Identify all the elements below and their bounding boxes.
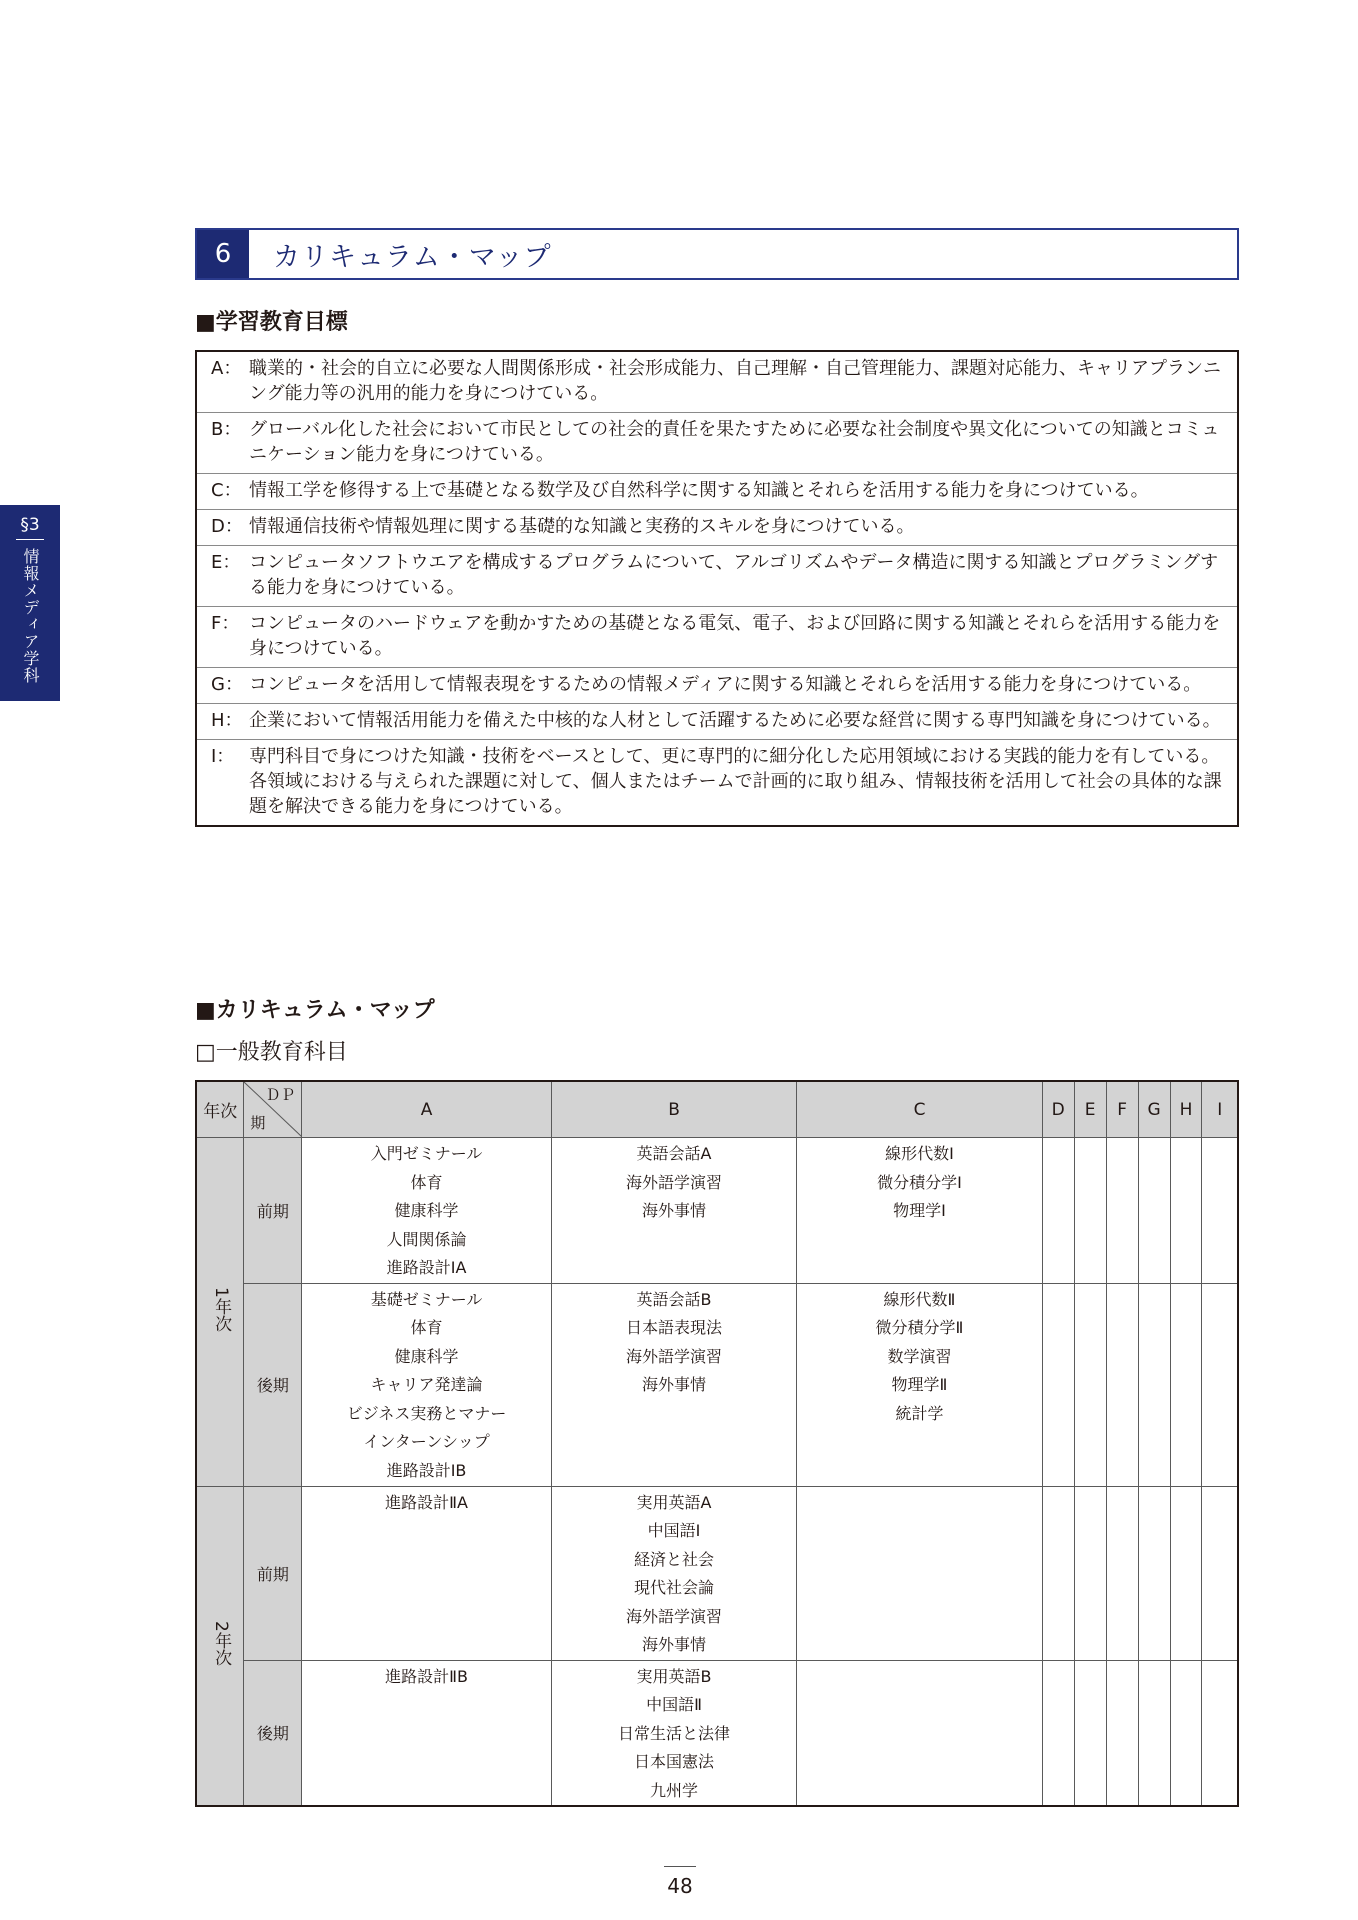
course-name: 入門ゼミナール [370, 1144, 483, 1163]
corner-dp: ＤＰ [265, 1086, 296, 1104]
empty-cell-F [1106, 1138, 1138, 1284]
empty-cell-E [1074, 1660, 1106, 1806]
goal-key: E： [211, 552, 241, 573]
course-name: 数学演習 [887, 1346, 952, 1366]
goal-text: グローバル化した社会において市民としての社会的責任を果たすために必要な社会制度や異文化についての知識とコミュニケーション能力を身につけている。 [249, 419, 1220, 465]
side-tab-section: §3 [16, 515, 44, 540]
col-header-E: E [1074, 1081, 1106, 1138]
course-name: 海外語学演習 [626, 1346, 723, 1366]
goal-key: G： [211, 674, 243, 695]
course-name: 進路設計ⅠB [386, 1460, 467, 1480]
course-name: キャリア発達論 [370, 1375, 483, 1394]
table-header-row [196, 1081, 1238, 1138]
empty-cell-H [1170, 1660, 1202, 1806]
course-cell-B [551, 1283, 796, 1486]
goal-item [197, 474, 1237, 510]
course-name: 海外事情 [642, 1635, 707, 1654]
goal-key: I： [211, 746, 235, 767]
empty-cell-D [1042, 1138, 1074, 1284]
goal-text: 情報通信技術や情報処理に関する基礎的な知識と実務的スキルを身につけている。 [249, 516, 915, 537]
table-row [196, 1138, 1238, 1284]
empty-cell-G [1138, 1138, 1170, 1284]
goal-key: B： [211, 419, 242, 440]
course-name: 海外語学演習 [626, 1606, 723, 1626]
empty-cell-I [1202, 1486, 1238, 1660]
course-name: 進路設計ⅠA [386, 1258, 467, 1277]
goal-item [197, 546, 1237, 607]
empty-cell-E [1074, 1283, 1106, 1486]
goal-text: コンピュータソフトウエアを構成するプログラムについて、アルゴリズムやデータ構造に関する知識とプログラミングする能力を身につけている。 [249, 552, 1219, 598]
table-row [196, 1283, 1238, 1486]
course-name: 海外事情 [642, 1375, 707, 1394]
course-name: ビジネス実務とマナー [346, 1403, 507, 1423]
table-row [196, 1660, 1238, 1806]
side-section-tab [0, 505, 60, 701]
col-header-B: B [551, 1081, 796, 1138]
goal-key: C： [211, 480, 242, 501]
course-name: 進路設計ⅡA [385, 1492, 468, 1512]
empty-cell-E [1074, 1486, 1106, 1660]
course-name: 現代社会論 [634, 1578, 715, 1597]
empty-cell-F [1106, 1660, 1138, 1806]
goal-text: 企業において情報活用能力を備えた中核的な人材として活躍するために必要な経営に関する専門知識を身につけている。 [249, 710, 1221, 731]
term-cell: 後期 [244, 1660, 302, 1806]
course-name: 実用英語B [636, 1666, 712, 1686]
side-tab-label: 情報メディア学科 [21, 548, 40, 684]
course-name: 英語会話B [636, 1289, 712, 1309]
course-name: 統計学 [895, 1403, 944, 1423]
goal-item [197, 607, 1237, 668]
goal-text: 専門科目で身につけた知識・技術をベースとして、更に専門的に細分化した応用領域における実践的能力を有している。各領域における与えられた課題に対して、個人またはチームで計画的に取り組み、情報技術を活用して社会の具体的な課題を解決できる能力を身につけている。 [249, 746, 1222, 817]
goal-key: D： [211, 516, 243, 537]
course-name: 経済と社会 [634, 1549, 715, 1569]
corner-year: 年次 [196, 1081, 244, 1138]
course-name: 日常生活と法律 [618, 1723, 731, 1743]
page-number: 48 [667, 1874, 693, 1898]
course-cell-A [302, 1283, 551, 1486]
goal-item [197, 413, 1237, 474]
curriculum-map-table [195, 1080, 1239, 1807]
col-header-H: H [1170, 1081, 1202, 1138]
course-cell-A [302, 1138, 551, 1284]
goals-heading: ■学習教育目標 [195, 310, 348, 335]
section-heading [195, 228, 1239, 280]
course-name: 中国語Ⅱ [646, 1695, 702, 1714]
year-label: 2年次 [211, 1620, 232, 1666]
empty-cell-D [1042, 1486, 1074, 1660]
course-name: 日本語表現法 [626, 1318, 723, 1337]
corner-term: 期 [250, 1114, 266, 1132]
section-title: カリキュラム・マップ [273, 241, 552, 273]
year-cell [196, 1138, 244, 1487]
year-label: 1年次 [211, 1286, 232, 1332]
goal-key: H： [211, 710, 243, 731]
empty-cell-H [1170, 1283, 1202, 1486]
goal-item [197, 352, 1237, 413]
course-name: 日本国憲法 [634, 1752, 715, 1771]
course-cell-C [797, 1486, 1042, 1660]
course-cell-C [797, 1660, 1042, 1806]
course-name: 微分積分学Ⅱ [875, 1318, 964, 1337]
col-header-I: I [1202, 1081, 1238, 1138]
goal-key: A： [211, 358, 242, 379]
course-name: インターンシップ [363, 1432, 490, 1451]
course-name: 体育 [410, 1172, 443, 1192]
map-heading: ■カリキュラム・マップ [195, 998, 435, 1023]
course-name: 英語会話A [636, 1144, 712, 1163]
goals-box [195, 350, 1239, 827]
goal-text: 職業的・社会的自立に必要な人間関係形成・社会形成能力、自己理解・自己管理能力、課題対応能力、キャリアプランニング能力等の汎用的能力を身につけている。 [249, 358, 1221, 404]
empty-cell-D [1042, 1283, 1074, 1486]
col-header-G: G [1138, 1081, 1170, 1138]
course-cell-A [302, 1486, 551, 1660]
table-row [196, 1486, 1238, 1660]
course-name: 海外語学演習 [626, 1172, 723, 1192]
goal-text: コンピュータのハードウェアを動かすための基礎となる電気、電子、および回路に関する知識とそれらを活用する能力を身につけている。 [249, 613, 1221, 659]
empty-cell-G [1138, 1283, 1170, 1486]
goal-item [197, 668, 1237, 704]
col-header-D: D [1042, 1081, 1074, 1138]
empty-cell-D [1042, 1660, 1074, 1806]
empty-cell-I [1202, 1138, 1238, 1284]
course-name: 実用英語A [636, 1492, 712, 1512]
goal-text: 情報工学を修得する上で基礎となる数学及び自然科学に関する知識とそれらを活用する能力を身につけている。 [249, 480, 1149, 501]
course-name: 線形代数Ⅱ [883, 1289, 956, 1309]
term-cell: 前期 [244, 1486, 302, 1660]
course-name: 物理学Ⅱ [891, 1375, 948, 1394]
empty-cell-H [1170, 1138, 1202, 1284]
goal-item [197, 510, 1237, 546]
course-name: 中国語Ⅰ [647, 1521, 701, 1540]
course-name: 線形代数Ⅰ [885, 1144, 954, 1163]
map-subheading: □一般教育科目 [195, 1040, 348, 1065]
course-name: 基礎ゼミナール [370, 1289, 483, 1309]
goal-key: F： [211, 613, 240, 634]
empty-cell-E [1074, 1138, 1106, 1284]
corner-dp-term [244, 1081, 302, 1138]
course-name: 健康科学 [394, 1201, 459, 1220]
course-name: 進路設計ⅡB [385, 1666, 468, 1686]
goal-item [197, 704, 1237, 740]
empty-cell-H [1170, 1486, 1202, 1660]
empty-cell-F [1106, 1486, 1138, 1660]
empty-cell-I [1202, 1283, 1238, 1486]
course-cell-B [551, 1486, 796, 1660]
col-header-F: F [1106, 1081, 1138, 1138]
course-name: 健康科学 [394, 1346, 459, 1366]
section-number: 6 [197, 230, 249, 278]
empty-cell-I [1202, 1660, 1238, 1806]
course-cell-C [797, 1283, 1042, 1486]
col-header-A: A [302, 1081, 551, 1138]
course-name: 微分積分学Ⅰ [877, 1172, 962, 1192]
course-name: 物理学Ⅰ [893, 1201, 946, 1220]
col-header-C: C [797, 1081, 1042, 1138]
course-cell-B [551, 1138, 796, 1284]
term-cell: 前期 [244, 1138, 302, 1284]
year-cell [196, 1486, 244, 1806]
course-cell-A [302, 1660, 551, 1806]
empty-cell-F [1106, 1283, 1138, 1486]
goal-item [197, 740, 1237, 825]
course-name: 九州学 [650, 1780, 699, 1800]
course-name: 人間関係論 [386, 1229, 467, 1249]
page-number-rule [664, 1866, 696, 1867]
empty-cell-G [1138, 1660, 1170, 1806]
course-name: 体育 [410, 1318, 443, 1337]
course-cell-C [797, 1138, 1042, 1284]
course-cell-B [551, 1660, 796, 1806]
empty-cell-G [1138, 1486, 1170, 1660]
term-cell: 後期 [244, 1283, 302, 1486]
goal-text: コンピュータを活用して情報表現をするための情報メディアに関する知識とそれらを活用する能力を身につけている。 [249, 674, 1202, 695]
course-name: 海外事情 [642, 1201, 707, 1220]
